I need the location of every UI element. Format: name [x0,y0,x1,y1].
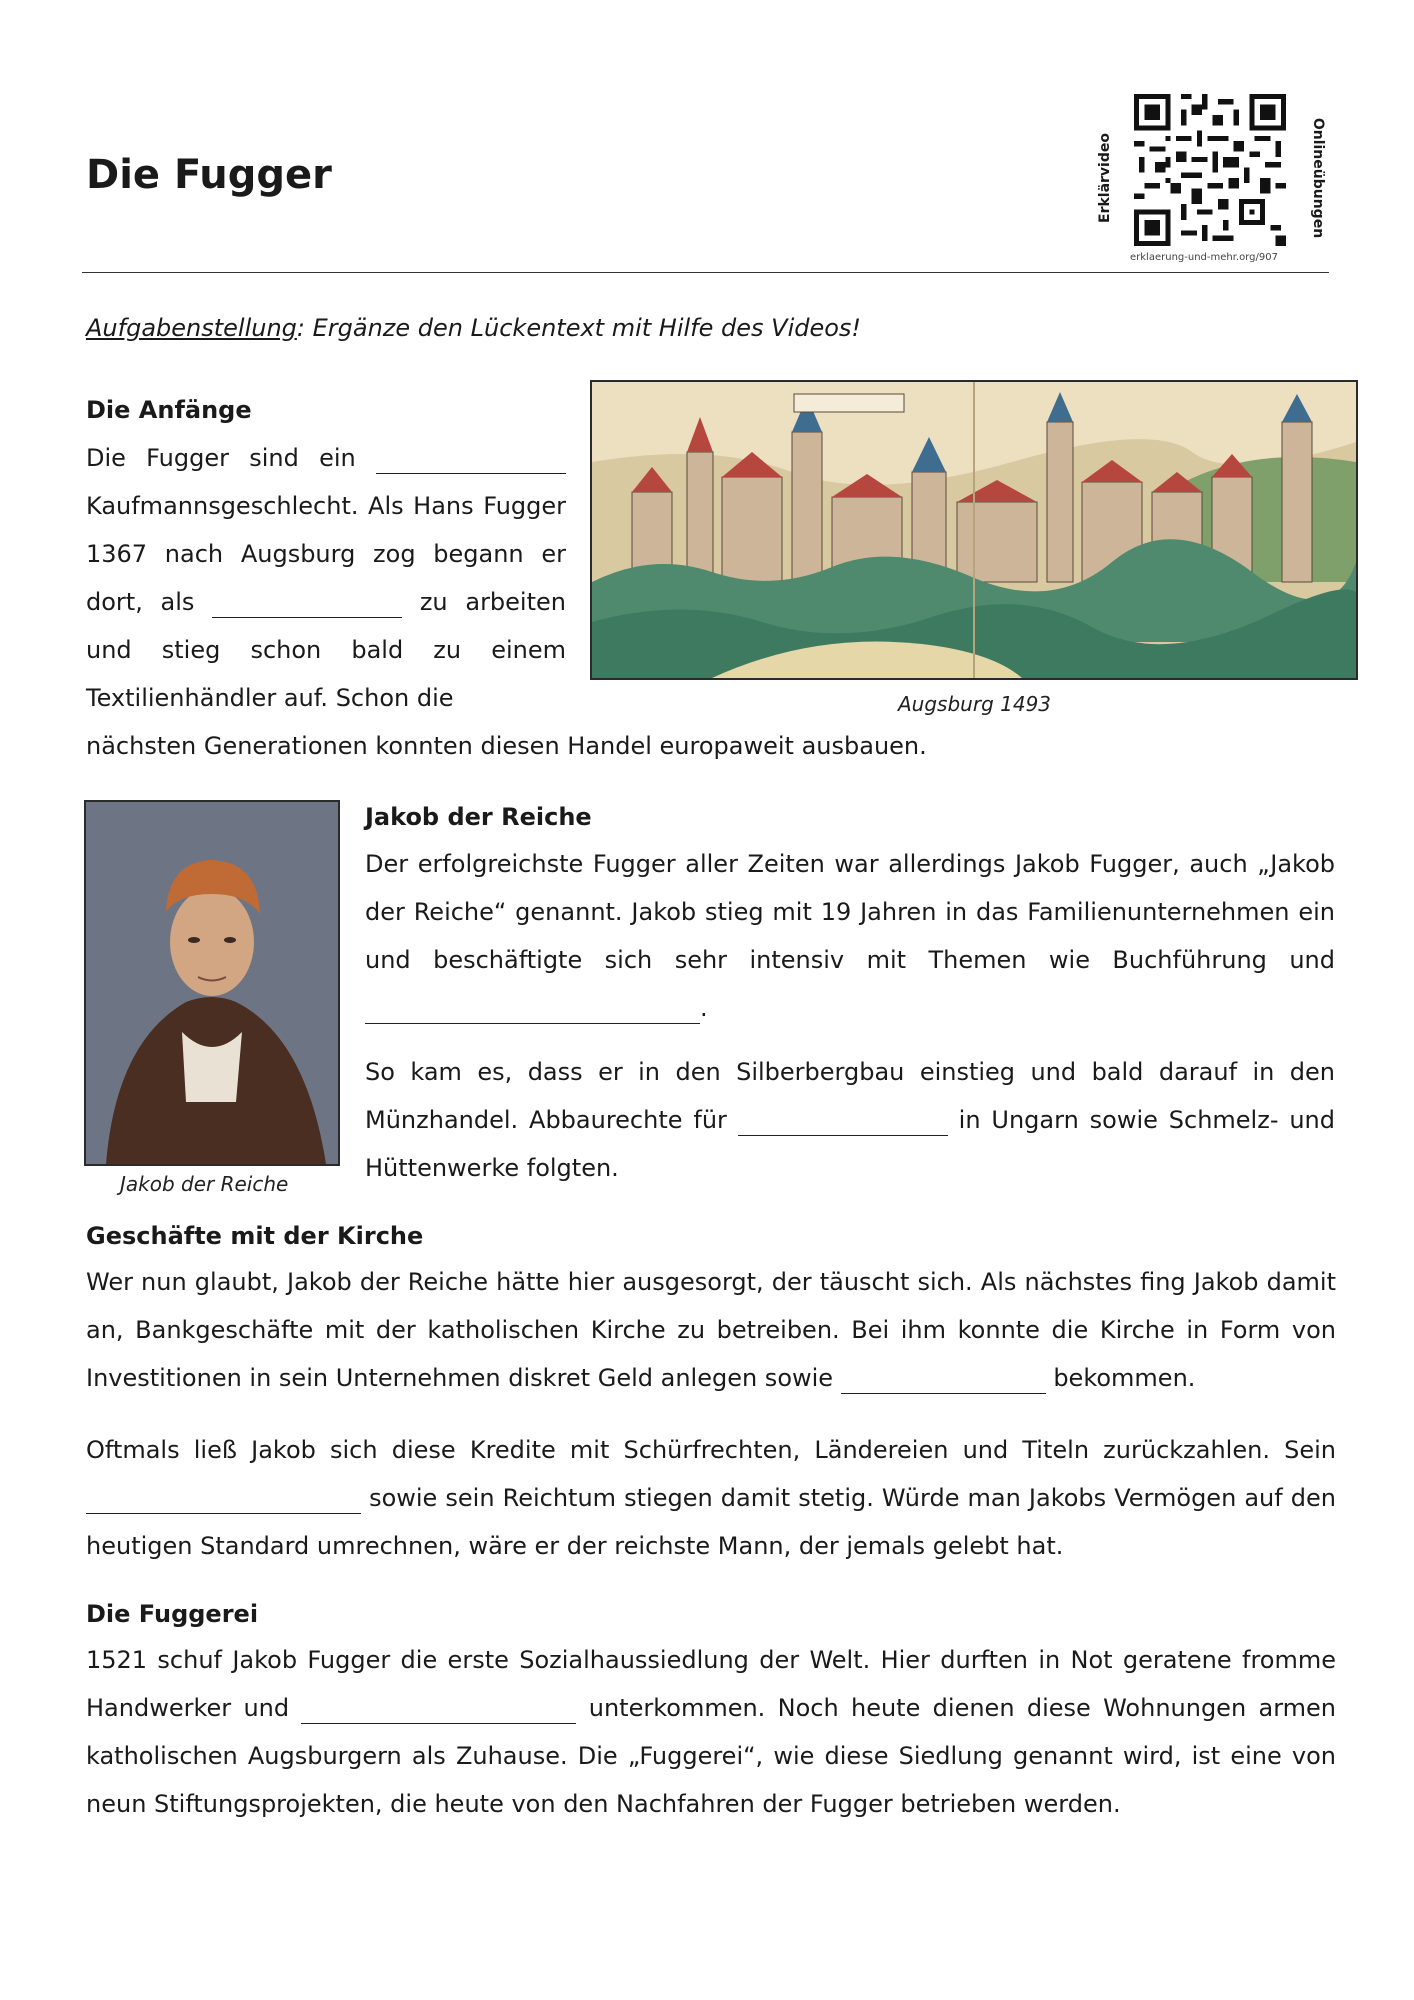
paragraph-anfaenge-end: nächsten Generationen konnten diesen Handel europaweit ausbauen. [86,732,927,760]
augsburg-city-image [590,380,1358,680]
section-heading-kirche: Geschäfte mit der Kirche [86,1222,424,1250]
section-heading-fuggerei: Die Fuggerei [86,1600,259,1628]
blank-input-3[interactable] [365,997,700,1024]
page-title: Die Fugger [86,152,332,198]
text-segment: sowie sein Reichtum stiegen damit stetig. Würde man Jakobs Vermögen auf den heutigen Standard umrechnen, wäre er der reichste Mann, der jemals gelebt hat. [86,1484,1336,1560]
qr-url[interactable]: erklaerung-und-mehr.org/907 [1130,252,1278,263]
header-divider [82,272,1329,273]
text-segment: . [700,994,708,1022]
paragraph-kirche-2 [86,1426,1336,1570]
blank-input-7[interactable] [301,1697,576,1724]
section-heading-jakob: Jakob der Reiche [365,803,592,831]
blank-input-4[interactable] [738,1109,948,1136]
text-segment: zu arbeiten und stieg schon bald zu einem Textilienhändler auf. Schon die [86,588,566,712]
task-label: Aufgabenstellung [86,314,297,342]
qr-exercises-label: Onlineübungen [1310,117,1327,239]
paragraph-anfaenge [86,434,566,722]
city-image-caption: Augsburg 1493 [898,692,1052,716]
text-segment: 1521 schuf Jakob Fugger die erste Sozialhaussiedlung der Welt. Hier durften in Not geratene fromme Handwerker und [86,1646,1336,1722]
qr-video-label: Erklärvideo [1097,133,1113,223]
jakob-portrait-image [84,800,340,1166]
text-segment: in Ungarn sowie Schmelz- und Hüttenwerke folgten. [365,1106,1335,1182]
text-segment: bekommen. [1045,1364,1196,1392]
blank-input-2[interactable] [212,591,402,618]
text-segment: unterkommen. Noch heute dienen diese Wohnungen armen katholischen Augsburgern als Zuhause. Die „Fuggerei“, wie diese Siedlung genannt wird, ist eine von neun Stiftungsprojekten, die heute von den Nachfahren der Fugger betrieben werden. [86,1694,1336,1818]
qr-code-icon[interactable] [1134,94,1286,246]
text-segment: Wer nun glaubt, Jakob der Reiche hätte hier ausgesorgt, der täuscht sich. Als nächstes fing Jakob damit an, Bankgeschäfte mit der katholischen Kirche zu betreiben. Bei ihm konnte die Kirche in Form von Investitionen in sein Unternehmen diskret Geld anlegen sowie [86,1268,1336,1392]
paragraph-fuggerei [86,1636,1336,1828]
blank-input-1[interactable] [376,447,566,474]
text-segment: Die Fugger sind ein [86,444,376,472]
task-text: : Ergänze den Lückentext mit Hilfe des Videos! [296,314,862,342]
portrait-caption: Jakob der Reiche [120,1172,289,1196]
section-heading-anfaenge: Die Anfänge [86,396,252,424]
blank-input-6[interactable] [86,1487,361,1514]
task-instruction [86,314,861,342]
paragraph-jakob-1 [365,840,1335,1032]
paragraph-jakob-2 [365,1048,1335,1192]
paragraph-kirche-1 [86,1258,1336,1402]
qr-block [1080,88,1330,268]
text-segment: Kaufmannsgeschlecht. Als Hans Fugger 1367 nach Augsburg zog begann er dort, als [86,492,566,616]
text-segment: Der erfolgreichste Fugger aller Zeiten war allerdings Jakob Fugger, auch „Jakob der Reiche“ genannt. Jakob stieg mit 19 Jahren in das Familienunternehmen ein und beschäftigte sich sehr intensiv mit Themen wie Buchführung und [365,850,1335,974]
text-segment: Oftmals ließ Jakob sich diese Kredite mit Schürfrechten, Ländereien und Titeln zurückzahlen. Sein [86,1436,1336,1464]
blank-input-5[interactable] [841,1367,1046,1394]
text-segment: So kam es, dass er in den Silberbergbau einstieg und bald darauf in den Münzhandel. Abbaurechte für [365,1058,1335,1134]
